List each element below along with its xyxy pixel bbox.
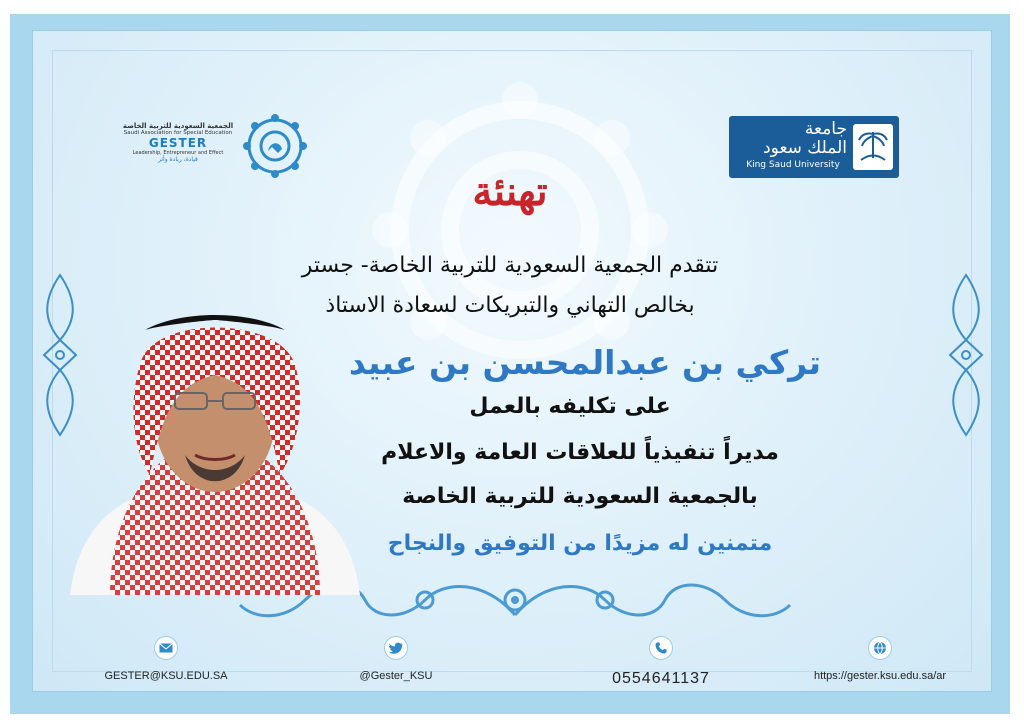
phone-icon xyxy=(649,636,673,660)
message-line-1: تتقدم الجمعية السعودية للتربية الخاصة- جستر xyxy=(301,253,719,278)
contact-website[interactable] xyxy=(800,636,960,686)
ksu-english-name: King Saud University xyxy=(746,160,840,170)
website-url[interactable]: https://gester.ksu.edu.sa/ar xyxy=(813,670,947,682)
message-line-3: على تكليفه بالعمل xyxy=(469,394,671,419)
message-line-5: بالجمعية السعودية للتربية الخاصة xyxy=(402,484,758,509)
ksu-logo xyxy=(729,116,899,178)
gester-arabic-name: الجمعية السعودية للتربية الخاصة xyxy=(122,122,234,130)
gester-english-name: Saudi Association for Special Education xyxy=(123,130,233,136)
gester-english-tagline: Leadership, Entrepreneur and Effect xyxy=(132,150,224,156)
envelope-icon xyxy=(154,636,178,660)
recipient-photo xyxy=(70,305,360,595)
twitter-handle[interactable]: @Gester_KSU xyxy=(359,670,433,682)
message-line-2: بخالص التهاني والتبريكات لسعادة الاستاذ xyxy=(325,293,695,318)
contact-twitter[interactable] xyxy=(336,636,456,686)
phone-number[interactable]: 0554641137 xyxy=(612,670,710,687)
right-side-ornament xyxy=(944,270,988,440)
ksu-arabic-name: جامعة الملك سعود xyxy=(763,119,847,158)
gester-acronym: GESTER xyxy=(148,136,208,150)
greeting-title xyxy=(440,158,580,230)
message-line-4: مديراً تنفيذياً للعلاقات العامة والاعلام xyxy=(381,440,779,465)
twitter-icon xyxy=(384,636,408,660)
recipient-name: تركي بن عبدالمحسن بن عبيد xyxy=(348,343,822,382)
gester-emblem-icon xyxy=(242,113,308,179)
gester-logo-text xyxy=(118,122,238,163)
ksu-palm-emblem-icon xyxy=(853,124,893,170)
email-address[interactable]: GESTER@KSU.EDU.SA xyxy=(104,670,228,682)
contact-email[interactable] xyxy=(96,636,236,686)
contact-phone[interactable] xyxy=(596,636,726,686)
greeting-word: تهنئة xyxy=(472,168,548,215)
closing-wish: متمنين له مزيدًا من التوفيق والنجاح xyxy=(387,531,773,556)
gester-arabic-tagline: قيادة، ريادة وأثر xyxy=(158,156,198,163)
globe-icon xyxy=(868,636,892,660)
